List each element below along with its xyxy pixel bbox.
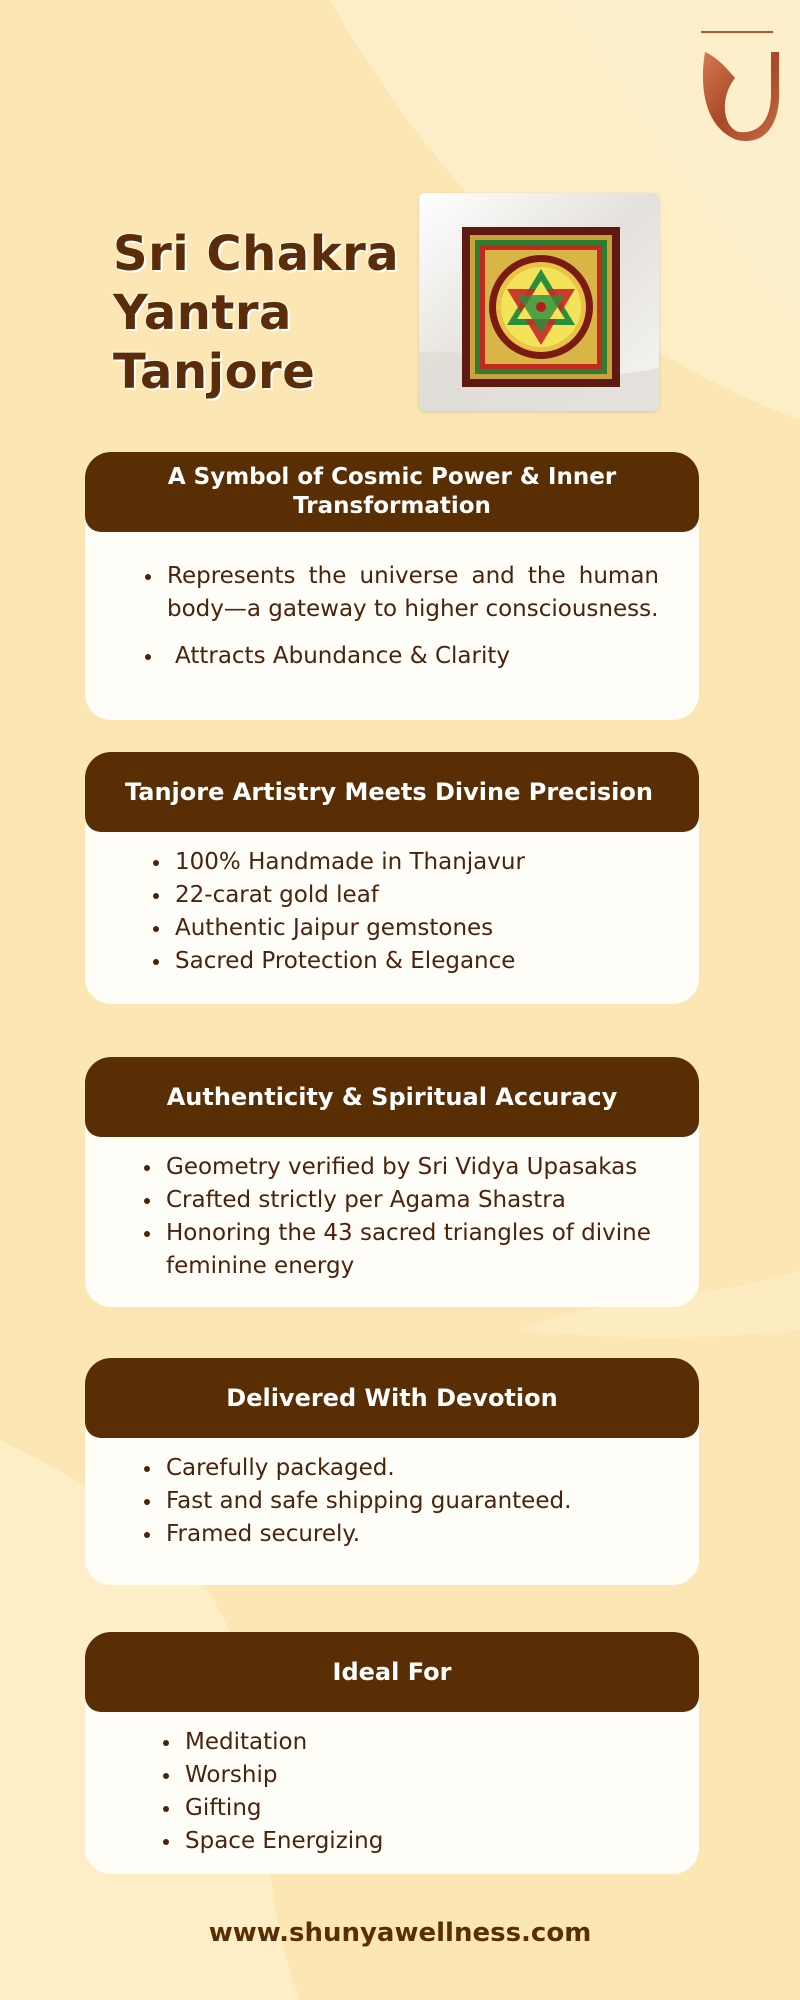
- list-item: Gifting: [163, 1792, 669, 1825]
- sri-chakra-yantra-painting: [419, 193, 659, 411]
- bullet-list: [85, 832, 699, 978]
- bullet-list: [85, 1137, 699, 1283]
- section-heading: Delivered With Devotion: [85, 1358, 699, 1438]
- section-heading: A Symbol of Cosmic Power & Inner Transformation: [85, 452, 699, 532]
- list-item: Crafted strictly per Agama Shastra: [144, 1184, 669, 1217]
- section-cosmic-power: [85, 452, 699, 720]
- list-item: Geometry verified by Sri Vidya Upasakas: [144, 1151, 669, 1184]
- list-item: Fast and safe shipping guaranteed.: [144, 1485, 669, 1518]
- list-item: Sacred Protection & Elegance: [153, 945, 659, 978]
- section-heading: Authenticity & Spiritual Accuracy: [85, 1057, 699, 1137]
- product-image: [419, 193, 659, 411]
- title-line: Yantra: [113, 285, 292, 341]
- title-line: Sri Chakra: [113, 226, 400, 282]
- website-link[interactable]: www.shunyawellness.com: [208, 1918, 592, 1948]
- section-heading: Ideal For: [85, 1632, 699, 1712]
- bullet-list: [85, 1712, 699, 1858]
- bullet-list: [85, 532, 699, 673]
- list-item: Authentic Jaipur gemstones: [153, 912, 659, 945]
- section-delivery: [85, 1358, 699, 1585]
- list-item: 22-carat gold leaf: [153, 879, 659, 912]
- list-item: Honoring the 43 sacred triangles of divine feminine energy: [144, 1217, 669, 1283]
- page-title: [113, 225, 413, 402]
- brand-logo-icon[interactable]: [695, 28, 785, 148]
- section-authenticity: [85, 1057, 699, 1307]
- bullet-list: [85, 1438, 699, 1551]
- list-item: Meditation: [163, 1726, 669, 1759]
- section-heading: Tanjore Artistry Meets Divine Precision: [85, 752, 699, 832]
- list-item: Framed securely.: [144, 1518, 669, 1551]
- title-line: Tanjore: [113, 344, 316, 400]
- list-item: Represents the universe and the human body—a gateway to higher consciousness.: [145, 560, 659, 626]
- list-item: Space Energizing: [163, 1825, 669, 1858]
- list-item: Carefully packaged.: [144, 1452, 669, 1485]
- list-item: 100% Handmade in Thanjavur: [153, 846, 659, 879]
- list-item: Attracts Abundance & Clarity: [145, 640, 659, 673]
- list-item: Worship: [163, 1759, 669, 1792]
- section-tanjore-artistry: [85, 752, 699, 1004]
- section-ideal-for: [85, 1632, 699, 1874]
